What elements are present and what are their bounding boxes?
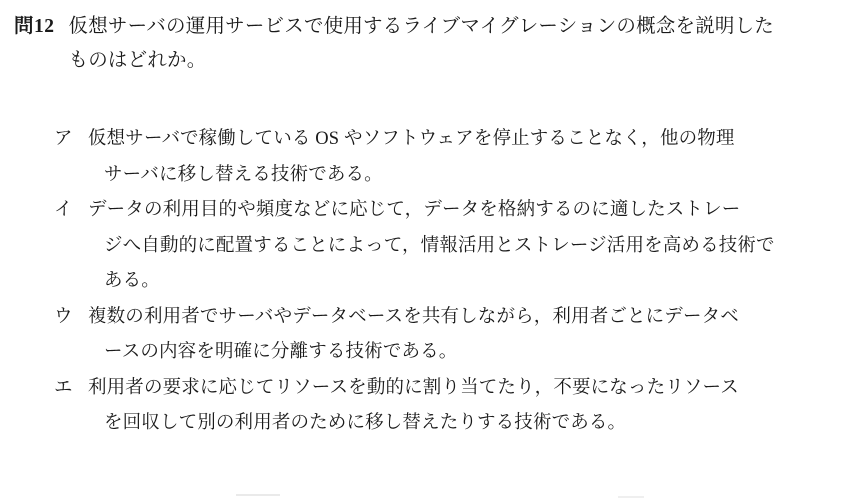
choice-option-i <box>54 193 821 300</box>
question-stem <box>14 10 821 78</box>
choice-text <box>88 300 821 371</box>
question-text <box>69 10 821 78</box>
choice-line: ある。 <box>104 271 160 291</box>
choice-option-a <box>54 122 821 193</box>
choice-line: 複数の利用者でサーバやデータベースを共有しながら，利用者ごとにデータベ <box>88 306 739 327</box>
choice-option-u <box>54 300 821 371</box>
answer-choices <box>54 122 821 442</box>
choice-text <box>88 122 821 193</box>
choice-line: を回収して別の利用者のために移し替えたりする技術である。 <box>104 413 627 433</box>
choice-line: ジへ自動的に配置することによって，情報活用とストレージ活用を高める技術で <box>104 235 775 256</box>
question-line: 仮想サーバの運用サービスで使用するライブマイグレーションの概念を説明した <box>68 16 775 37</box>
choice-text <box>88 371 821 442</box>
question-line: ものはどれか。 <box>68 50 207 71</box>
scan-artifact <box>618 496 644 498</box>
choice-line: サーバに移し替える技術である。 <box>104 164 383 185</box>
choice-option-e <box>54 371 821 442</box>
choice-line: 利用者の要求に応じてリソースを動的に割り当てたり，不要になったリソース <box>88 377 739 398</box>
choice-label: イ <box>54 200 73 220</box>
choice-label: ア <box>54 129 73 149</box>
scan-artifact <box>236 494 280 496</box>
choice-line: 仮想サーバで稼働している OS やソフトウェアを停止することなく，他の物理 <box>88 129 735 149</box>
choice-line: データの利用目的や頻度などに応じて，データを格納するのに適したストレー <box>88 200 741 220</box>
choice-label: ウ <box>54 306 73 327</box>
choice-text <box>88 193 821 300</box>
choice-line: ースの内容を明確に分離する技術である。 <box>104 342 458 362</box>
question-number: 問12 <box>14 16 55 37</box>
choice-label: エ <box>54 377 73 398</box>
